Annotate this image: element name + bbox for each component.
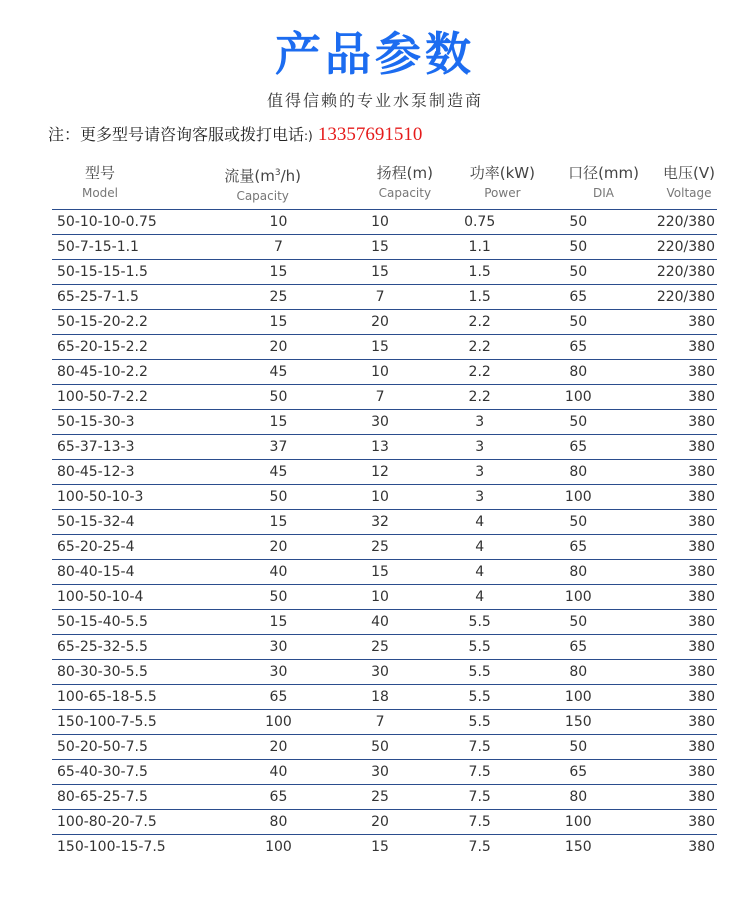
flow-cell: 7 (227, 235, 331, 260)
table-row (52, 760, 717, 785)
table-row (52, 260, 717, 285)
voltage-cell: 380 (627, 735, 717, 760)
header-dia (535, 162, 639, 208)
model-cell: 65-25-7-1.5 (52, 285, 227, 310)
flow-cell: 15 (227, 610, 331, 635)
dia-cell: 50 (529, 610, 627, 635)
header-head-cn: 扬程(m) (376, 164, 433, 182)
flow-cell: 37 (227, 435, 331, 460)
power-cell: 1.1 (430, 235, 530, 260)
power-cell: 2.2 (430, 310, 530, 335)
power-cell: 3 (430, 485, 530, 510)
header-head-en: Capacity (378, 186, 432, 200)
power-cell: 7.5 (430, 760, 530, 785)
flow-cell: 65 (227, 685, 331, 710)
flow-cell: 20 (227, 535, 331, 560)
flow-cell: 40 (227, 560, 331, 585)
model-cell: 150-100-15-7.5 (57, 839, 166, 855)
model-cell: 80-45-12-3 (52, 460, 227, 485)
head-cell: 13 (330, 435, 430, 460)
head-cell: 15 (330, 260, 430, 285)
flow-cell: 20 (227, 335, 331, 360)
table-row (52, 835, 717, 860)
head-cell: 30 (330, 410, 430, 435)
flow-cell: 100 (227, 710, 331, 735)
voltage-cell: 380 (627, 810, 717, 835)
flow-cell: 65 (227, 785, 331, 810)
model-cell: 50-10-10-0.75 (52, 210, 227, 235)
power-cell: 7.5 (430, 785, 530, 810)
power-cell: 1.5 (430, 285, 530, 310)
head-cell: 10 (330, 210, 430, 235)
dia-cell: 150 (564, 839, 592, 855)
head-cell: 15 (330, 235, 430, 260)
head-cell: 10 (330, 585, 430, 610)
dia-cell: 80 (529, 360, 627, 385)
table-header (55, 162, 717, 208)
voltage-cell: 380 (627, 385, 717, 410)
voltage-cell: 380 (688, 839, 715, 855)
model-cell: 80-45-10-2.2 (52, 360, 227, 385)
power-cell: 3 (430, 460, 530, 485)
model-cell: 50-15-15-1.5 (52, 260, 227, 285)
table-row (52, 510, 717, 535)
power-cell: 2.2 (430, 335, 530, 360)
dia-cell: 50 (529, 510, 627, 535)
power-cell: 3 (430, 435, 530, 460)
voltage-cell: 380 (627, 460, 717, 485)
table-row (52, 435, 717, 460)
voltage-cell: 380 (627, 310, 717, 335)
table-row (52, 685, 717, 710)
power-cell: 7.5 (468, 839, 491, 855)
dia-cell: 50 (529, 210, 627, 235)
dia-cell: 150 (529, 710, 627, 735)
dia-cell: 65 (529, 760, 627, 785)
power-cell: 7.5 (430, 735, 530, 760)
table-row (52, 585, 717, 610)
header-head (301, 162, 433, 208)
head-cell: 18 (330, 685, 430, 710)
header-power (433, 162, 535, 208)
model-cell: 65-40-30-7.5 (52, 760, 227, 785)
header-power-en: Power (484, 186, 521, 200)
flow-cell: 30 (227, 660, 331, 685)
dia-cell: 80 (529, 460, 627, 485)
model-cell: 50-20-50-7.5 (52, 735, 227, 760)
head-cell: 25 (330, 535, 430, 560)
flow-cell: 40 (227, 760, 331, 785)
power-cell: 1.5 (430, 260, 530, 285)
table-row (52, 810, 717, 835)
voltage-cell: 380 (627, 660, 717, 685)
parameter-table-body (52, 210, 717, 860)
power-cell: 4 (430, 535, 530, 560)
model-cell: 100-50-10-4 (52, 585, 227, 610)
voltage-cell: 380 (627, 760, 717, 785)
power-cell: 3 (430, 410, 530, 435)
dia-cell: 100 (529, 810, 627, 835)
head-cell: 30 (330, 660, 430, 685)
power-cell: 4 (430, 560, 530, 585)
dia-cell: 65 (529, 335, 627, 360)
dia-cell: 65 (529, 635, 627, 660)
model-cell: 80-30-30-5.5 (52, 660, 227, 685)
flow-cell: 100 (265, 839, 292, 855)
model-cell: 50-15-32-4 (52, 510, 227, 535)
model-cell: 100-80-20-7.5 (52, 810, 227, 835)
parameter-table (52, 209, 717, 859)
model-cell: 65-20-25-4 (52, 535, 227, 560)
table-row (52, 385, 717, 410)
header-dia-cn: 口径(mm) (568, 164, 639, 182)
header-model-en: Model (81, 186, 119, 200)
flow-cell: 50 (227, 485, 331, 510)
voltage-cell: 380 (627, 435, 717, 460)
voltage-cell: 380 (627, 685, 717, 710)
head-cell: 15 (330, 560, 430, 585)
head-cell: 10 (330, 485, 430, 510)
model-cell: 65-20-15-2.2 (52, 335, 227, 360)
header-voltage (639, 162, 715, 208)
table-row (52, 785, 717, 810)
table-row (52, 485, 717, 510)
voltage-cell: 380 (627, 585, 717, 610)
head-cell: 20 (330, 310, 430, 335)
table-row (52, 360, 717, 385)
model-cell: 150-100-7-5.5 (52, 710, 227, 735)
model-cell: 100-50-7-2.2 (52, 385, 227, 410)
dia-cell: 80 (529, 785, 627, 810)
flow-cell: 50 (227, 385, 331, 410)
table-row (52, 235, 717, 260)
head-cell: 50 (330, 735, 430, 760)
dia-cell: 65 (529, 535, 627, 560)
head-cell: 15 (371, 839, 389, 855)
dia-cell: 100 (529, 685, 627, 710)
dia-cell: 50 (529, 410, 627, 435)
dia-cell: 50 (529, 310, 627, 335)
model-cell: 80-65-25-7.5 (52, 785, 227, 810)
model-cell: 65-37-13-3 (52, 435, 227, 460)
dia-cell: 50 (529, 735, 627, 760)
table-row (52, 710, 717, 735)
power-cell: 5.5 (430, 610, 530, 635)
flow-cell: 15 (227, 510, 331, 535)
dia-cell: 80 (529, 660, 627, 685)
head-cell: 25 (330, 785, 430, 810)
power-cell: 7.5 (430, 810, 530, 835)
dia-cell: 50 (529, 260, 627, 285)
model-cell: 50-7-15-1.1 (52, 235, 227, 260)
head-cell: 12 (330, 460, 430, 485)
flow-cell: 50 (227, 585, 331, 610)
head-cell: 15 (330, 335, 430, 360)
table-row (52, 560, 717, 585)
head-cell: 10 (330, 360, 430, 385)
header-voltage-cn: 电压(V) (663, 164, 715, 182)
table-row (52, 610, 717, 635)
flow-cell: 15 (227, 410, 331, 435)
power-cell: 4 (430, 585, 530, 610)
dia-cell: 100 (529, 585, 627, 610)
flow-cell: 80 (227, 810, 331, 835)
flow-cell: 10 (227, 210, 331, 235)
phone-number[interactable]: 13357691510 (317, 124, 423, 145)
head-cell: 7 (330, 285, 430, 310)
header-flow (145, 162, 301, 208)
head-cell: 7 (330, 710, 430, 735)
table-row (52, 285, 717, 310)
power-cell: 5.5 (430, 710, 530, 735)
header-flow-en: Capacity (236, 189, 289, 203)
power-cell: 2.2 (430, 360, 530, 385)
voltage-cell: 380 (627, 410, 717, 435)
power-cell: 2.2 (430, 385, 530, 410)
voltage-cell: 220/380 (627, 260, 717, 285)
model-cell: 65-25-32-5.5 (52, 635, 227, 660)
power-cell: 4 (430, 510, 530, 535)
header-model-cn: 型号 (84, 164, 115, 182)
voltage-cell: 220/380 (627, 285, 717, 310)
voltage-cell: 380 (627, 510, 717, 535)
model-cell: 50-15-30-3 (52, 410, 227, 435)
flow-cell: 25 (227, 285, 331, 310)
model-cell: 100-50-10-3 (52, 485, 227, 510)
voltage-cell: 380 (627, 535, 717, 560)
model-cell: 80-40-15-4 (52, 560, 227, 585)
table-row (52, 535, 717, 560)
flow-cell: 15 (227, 260, 331, 285)
page-title: 产品参数 (275, 27, 475, 81)
table-row (52, 635, 717, 660)
header-dia-en: DIA (593, 186, 615, 200)
table-row (52, 660, 717, 685)
model-cell: 50-15-20-2.2 (52, 310, 227, 335)
contact-note (48, 123, 422, 148)
power-cell: 5.5 (430, 685, 530, 710)
voltage-cell: 380 (627, 635, 717, 660)
head-cell: 40 (330, 610, 430, 635)
voltage-cell: 380 (627, 360, 717, 385)
table-row (52, 210, 717, 235)
dia-cell: 65 (529, 435, 627, 460)
voltage-cell: 380 (627, 485, 717, 510)
power-cell: 5.5 (430, 660, 530, 685)
dia-cell: 100 (529, 385, 627, 410)
page-subtitle: 值得信赖的专业水泵制造商 (266, 91, 483, 110)
header-power-cn: 功率(kW) (469, 164, 535, 182)
dia-cell: 65 (529, 285, 627, 310)
power-cell: 0.75 (430, 210, 530, 235)
table-row (52, 310, 717, 335)
header-flow-cn: 流量$(m^3/h)$ (224, 167, 301, 185)
voltage-cell: 380 (627, 335, 717, 360)
head-cell: 30 (330, 760, 430, 785)
voltage-cell: 220/380 (627, 210, 717, 235)
voltage-cell: 380 (627, 560, 717, 585)
flow-cell: 15 (227, 310, 331, 335)
flow-cell: 20 (227, 735, 331, 760)
model-cell: 50-15-40-5.5 (52, 610, 227, 635)
flow-cell: 45 (227, 360, 331, 385)
voltage-cell: 220/380 (627, 235, 717, 260)
voltage-cell: 380 (627, 785, 717, 810)
head-cell: 32 (330, 510, 430, 535)
table-row (52, 735, 717, 760)
phone-symbol: :) (304, 129, 313, 143)
flow-cell: 30 (227, 635, 331, 660)
power-cell: 5.5 (430, 635, 530, 660)
model-cell: 100-65-18-5.5 (52, 685, 227, 710)
voltage-cell: 380 (627, 710, 717, 735)
header-model (55, 162, 145, 208)
voltage-cell: 380 (627, 610, 717, 635)
header-voltage-en: Voltage (666, 186, 712, 200)
dia-cell: 80 (529, 560, 627, 585)
table-row (52, 410, 717, 435)
table-row (52, 460, 717, 485)
table-row (52, 335, 717, 360)
head-cell: 20 (330, 810, 430, 835)
contact-note-text: 注：更多型号请咨询客服或拨打电话 (48, 125, 305, 144)
head-cell: 25 (330, 635, 430, 660)
head-cell: 7 (330, 385, 430, 410)
dia-cell: 100 (529, 485, 627, 510)
flow-cell: 45 (227, 460, 331, 485)
dia-cell: 50 (529, 235, 627, 260)
